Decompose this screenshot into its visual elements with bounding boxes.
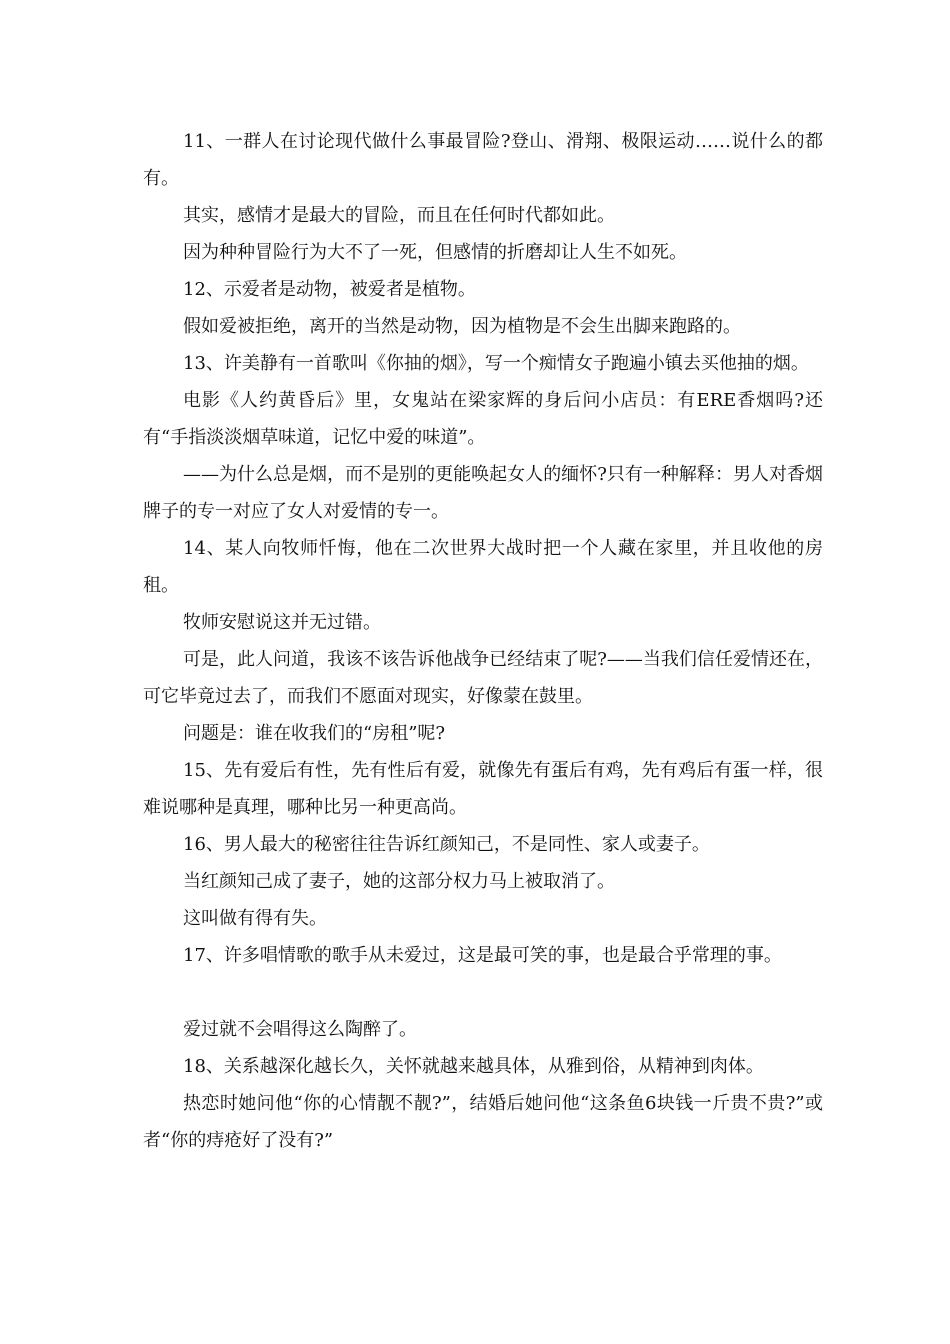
paragraph-17: 17、许多唱情歌的歌手从未爱过，这是最可笑的事，也是最合乎常理的事。 [183,945,782,966]
paragraph-13: 13、许美静有一首歌叫《你抽的烟》，写一个痴情女子跑遍小镇去买他抽的烟。 [183,353,809,374]
paragraph-12: 12、示爱者是动物，被爱者是植物。 [183,279,476,300]
paragraph-16: 16、男人最大的秘密往往告诉红颜知己，不是同性、家人或妻子。 [183,834,710,855]
paragraph: 假如爱被拒绝，离开的当然是动物，因为植物是不会生出脚来跑路的。 [183,316,741,337]
paragraph-14: 14、某人向牧师忏悔，他在二次世界大战时把一个人藏在家里，并且收他的房租。 [143,538,823,596]
paragraph: ——为什么总是烟，而不是别的更能唤起女人的缅怀?只有一种解释：男人对香烟牌子的专一对应了女人对爱情的专一。 [143,464,823,522]
paragraph: 电影《人约黄昏后》里，女鬼站在梁家辉的身后问小店员：有ERE香烟吗?还有“手指淡淡烟草味道，记忆中爱的味道”。 [143,390,823,448]
paragraph: 爱过就不会唱得这么陶醉了。 [183,1019,417,1040]
paragraph: 可是，此人问道，我该不该告诉他战争已经结束了呢?——当我们信任爱情还在，可它毕竟过去了，而我们不愿面对现实，好像蒙在鼓里。 [143,649,823,707]
paragraph: 其实，感情才是最大的冒险，而且在任何时代都如此。 [183,205,615,226]
paragraph: 这叫做有得有失。 [183,908,327,929]
paragraph: 热恋时她问他“你的心情靓不靓?”，结婚后她问他“这条鱼6块钱一斤贵不贵?”或者“你的痔疮好了没有?” [143,1093,823,1151]
paragraph: 当红颜知己成了妻子，她的这部分权力马上被取消了。 [183,871,615,892]
document-body [143,123,823,1159]
paragraph-15: 15、先有爱后有性，先有性后有爱，就像先有蛋后有鸡，先有鸡后有蛋一样，很难说哪种是真理，哪种比另一种更高尚。 [143,760,823,818]
paragraph: 问题是：谁在收我们的“房租”呢? [183,723,446,744]
paragraph: 牧师安慰说这并无过错。 [183,612,381,633]
paragraph-11: 11、一群人在讨论现代做什么事最冒险?登山、滑翔、极限运动……说什么的都有。 [143,131,823,189]
paragraph-18: 18、关系越深化越长久，关怀就越来越具体，从雅到俗，从精神到肉体。 [183,1056,764,1077]
paragraph: 因为种种冒险行为大不了一死，但感情的折磨却让人生不如死。 [183,242,687,263]
